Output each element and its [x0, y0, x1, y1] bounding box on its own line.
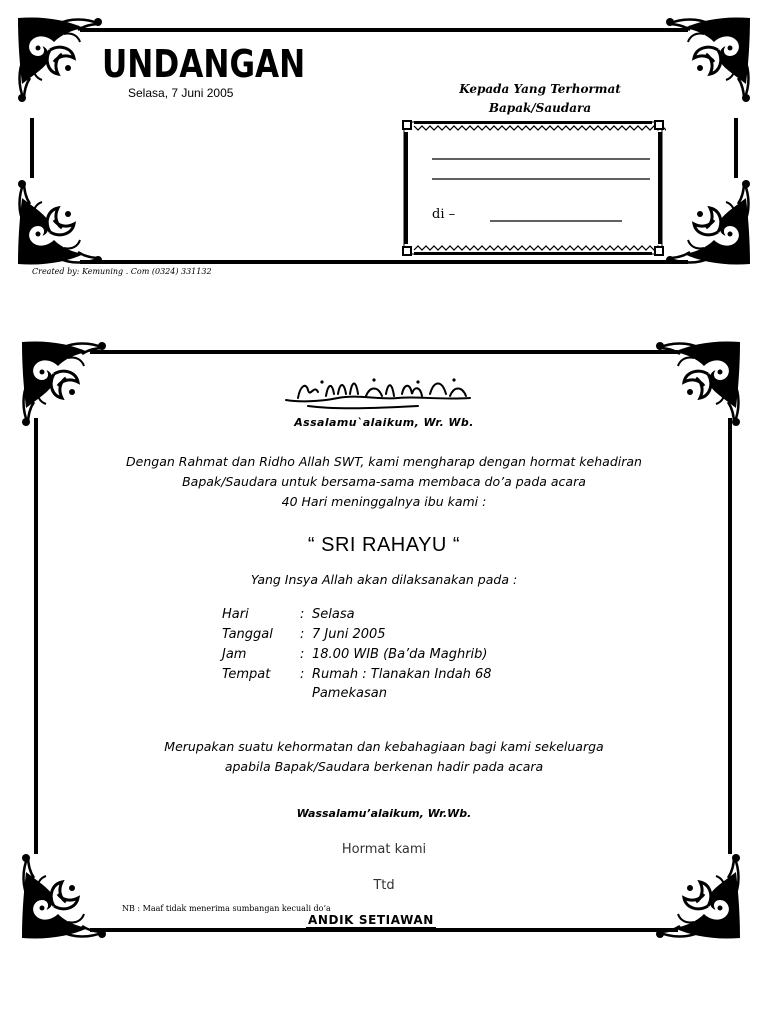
signer-name: ANDIK SETIAWAN — [308, 913, 434, 927]
opening-paragraph — [0, 452, 768, 512]
detail-separator: : — [300, 627, 305, 642]
ornament-corner-icon — [18, 850, 110, 942]
address-di-label: di – — [432, 207, 456, 222]
deceased-name: “ SRI RAHAYU “ — [307, 534, 461, 556]
detail-value: 7 Juni 2005 — [312, 627, 386, 642]
closing-paragraph — [0, 737, 768, 777]
opening-line-1: Dengan Rahmat dan Ridho Allah SWT, kami mengharap dengan hormat kehadiran — [126, 454, 642, 469]
envelope-border-bottom — [80, 260, 688, 264]
closing-line-1: Merupakan suatu kehormatan dan kebahagiaan bagi kami sekeluarga — [164, 739, 604, 754]
ornament-corner-icon — [662, 14, 754, 106]
letter-border-top — [90, 350, 678, 354]
detail-separator: : — [300, 647, 305, 662]
ornament-corner-icon — [652, 850, 744, 942]
bismillah-calligraphy-icon — [278, 372, 478, 412]
recipient-heading: Kepada Yang Terhormat — [459, 82, 621, 96]
envelope-border-right — [734, 118, 738, 178]
invitation-date: Selasa, 7 Juni 2005 — [128, 86, 234, 100]
ornament-corner-icon — [14, 14, 106, 106]
regards-text: Hormat kami — [341, 842, 427, 857]
schedule-intro: Yang Insya Allah akan dilaksanakan pada : — [250, 572, 518, 587]
detail-separator: : — [300, 607, 305, 622]
greeting: Assalamu`alaikum, Wr. Wb. — [294, 416, 474, 429]
invitation-title: UNDANGAN — [102, 42, 306, 86]
opening-line-3: 40 Hari meninggalnya ibu kami : — [281, 494, 487, 509]
closing-greeting: Wassalamu’alaikum, Wr.Wb. — [296, 807, 472, 820]
closing-line-2: apabila Bapak/Saudara berkenan hadir pada acara — [224, 759, 544, 774]
recipient-subheading: Bapak/Saudara — [488, 101, 592, 115]
detail-value: Selasa — [312, 607, 355, 622]
ornament-corner-icon — [662, 176, 754, 268]
opening-line-2: Bapak/Saudara untuk bersama-sama membaca do’a pada acara — [182, 474, 586, 489]
footnote: NB : Maaf tidak menerima sumbangan kecuali do’a — [122, 904, 331, 913]
address-box — [400, 118, 666, 258]
detail-separator: : — [300, 667, 305, 682]
ornament-corner-icon — [14, 176, 106, 268]
detail-label: Tanggal — [222, 627, 273, 642]
detail-value: 18.00 WIB (Ba’da Maghrib) — [312, 647, 488, 662]
detail-label: Hari — [222, 607, 249, 622]
detail-value: Pamekasan — [312, 686, 387, 701]
detail-label: Tempat — [222, 667, 271, 682]
envelope-border-top — [80, 28, 688, 32]
envelope-border-left — [30, 118, 34, 178]
credit-text: Created by: Kemuning . Com (0324) 331132 — [32, 267, 212, 276]
detail-label: Jam — [222, 647, 247, 662]
signature-placeholder: Ttd — [373, 878, 395, 893]
letter-border-bottom — [90, 928, 678, 932]
detail-value: Rumah : Tlanakan Indah 68 — [312, 667, 492, 682]
